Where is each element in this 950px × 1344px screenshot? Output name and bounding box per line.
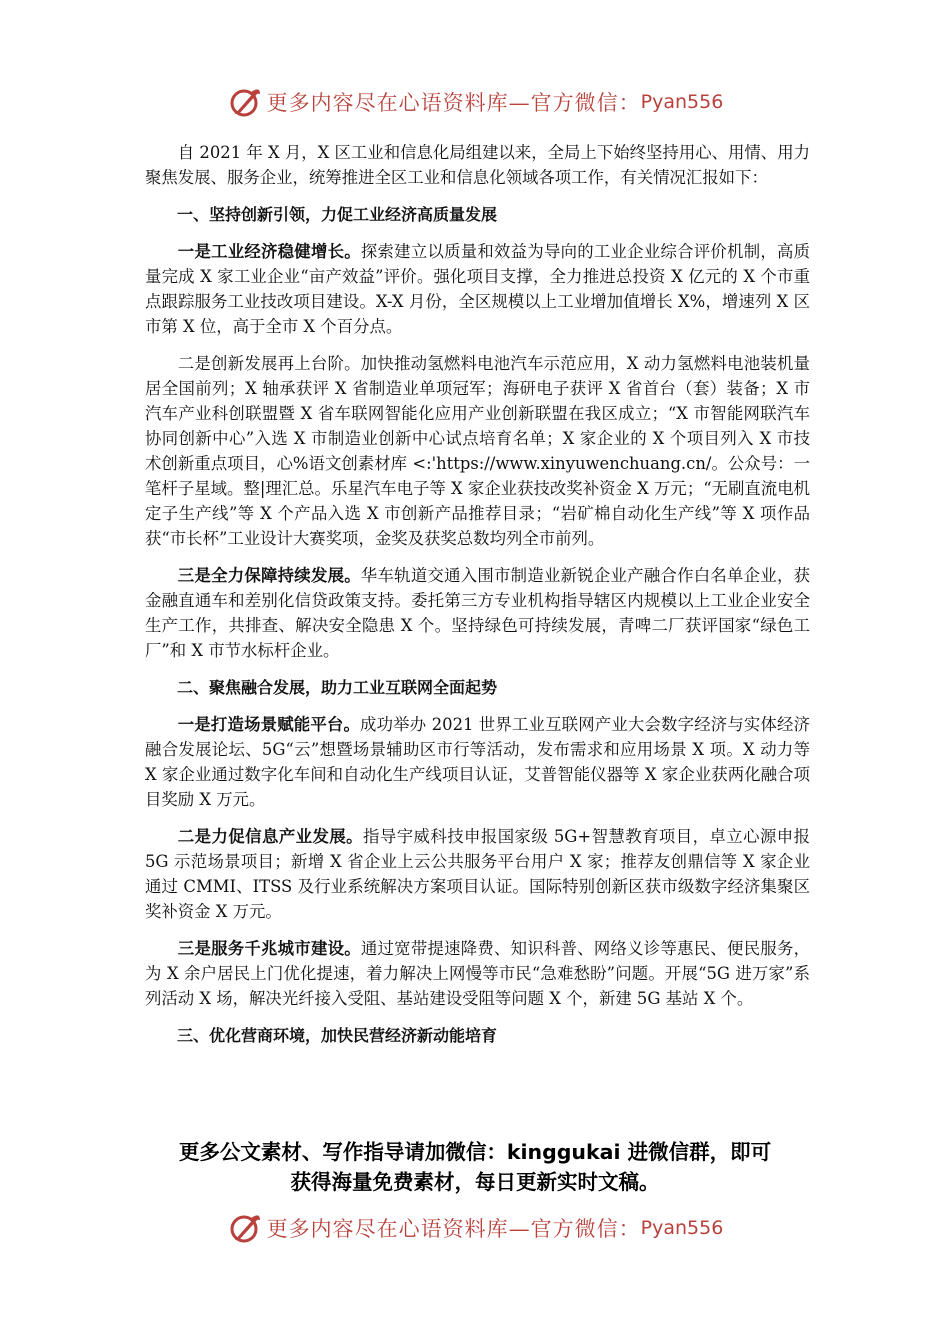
banner-id: Pyan556 (640, 1217, 724, 1239)
document-body (145, 140, 810, 1060)
paragraph-body: 二是创新发展再上台阶。加快推动氢燃料电池汽车示范应用，X 动力氢燃料电池装机量居全国前列；X 轴承获评 X 省制造业单项冠军；海研电子获评 X 省首台（套）装备；X 市汽车产业科创联盟暨 X 省车联网智能化应用产业创新联盟在我区成立；“X 市智能网联汽车协同创新中心”入选 X 市制造业创新中心试点培育名单；X 家企业的 X 个项目列入 X 市技术创新重点项目，心%语文创素材库 <:'https://www.xinyuwenchuang.cn/。公众号：一笔杆子星域。整|理汇总。乐星汽车电子等 X 家企业获技改奖补资金 X 万元；“无刷直流电机定子生产线”等 X 个产品入选 X 市创新产品推荐目录；“岩矿棉自动化生产线”等 X 项作品获“市长杯”工业设计大赛奖项，金奖及获奖总数均列全市前列。 (145, 354, 810, 548)
banner-id: Pyan556 (640, 91, 724, 113)
paragraph-body: 指导宇威科技申报国家级 5G+智慧教育项目，卓立心源申报 5G 示范场景项目；新增 X 省企业上云公共服务平台用户 X 家；推荐友创鼎信等 X 家企业通过 CMMI、ITSS 及行业系统解决方案项目认证。国际特别创新区获市级数字经济集聚区奖补资金 X 万元。 (145, 827, 811, 921)
paragraph-lead: 一是打造场景赋能平台。 (177, 715, 361, 734)
section-1-paragraph-2 (145, 351, 810, 551)
paragraph-body: 通过宽带提速降费、知识科普、网络义诊等惠民、便民服务，为 X 余户居民上门优化提速，着力解决上网慢等市民“急难愁盼”问题。开展“5G 进万家”系列活动 X 场，解决光纤接入受阻、基站建设受阻等问题 X 个，新建 5G 基站 X 个。 (145, 939, 811, 1008)
paragraph-body: 华车轨道交通入围市制造业新锐企业产融合作白名单企业，获金融直通车和差别化信贷政策支持。委托第三方专业机构指导辖区内规模以上工业企业安全生产工作，共排查、解决安全隐患 X 个。坚持绿色可持续发展，青啤二厂获评国家“绿色工厂”和 X 市节水标杆企业。 (145, 566, 811, 660)
intro-paragraph: 自 2021 年 X 月，X 区工业和信息化局组建以来，全局上下始终坚持用心、用情、用力聚焦发展、服务企业，统筹推进全区工业和信息化领域各项工作，有关情况汇报如下： (145, 143, 810, 187)
section-1-paragraph-1 (145, 239, 810, 339)
banner-text: 更多内容尽在心语资料库—官方微信： (266, 91, 641, 115)
section-heading-1: 一、坚持创新引领，力促工业经济高质量发展 (177, 205, 498, 224)
footer-watermark-banner (0, 1210, 950, 1246)
section-2-paragraph-3 (145, 936, 810, 1011)
promo-notice (130, 1137, 820, 1197)
quill-logo-icon (227, 1210, 263, 1246)
promo-line-2: 获得海量免费素材，每日更新实时文稿。 (290, 1170, 660, 1194)
paragraph-lead: 二是力促信息产业发展。 (177, 827, 364, 846)
section-2-paragraph-2 (145, 824, 810, 924)
header-watermark-banner (0, 84, 950, 120)
section-2-paragraph-1 (145, 712, 810, 812)
paragraph-lead: 三是服务千兆城市建设。 (177, 939, 361, 958)
paragraph-body: 成功举办 2021 世界工业互联网产业大会数字经济与实体经济融合发展论坛、5G“云”想暨场景辅助区市行等活动，发布需求和应用场景 X 项。X 动力等 X 家企业通过数字化车间和自动化生产线项目认证，艾普智能仪器等 X 家企业获两化融合项目奖励 X 万元。 (145, 715, 810, 809)
paragraph-body: 探索建立以质量和效益为导向的工业企业综合评价机制，高质量完成 X 家工业企业“亩产效益”评价。强化项目支撑，全力推进总投资 X 亿元的 X 个市重点跟踪服务工业技改项目建设。X-X 月份，全区规模以上工业增加值增长 X%，增速列 X 区市第 X 位，高于全市 X 个百分点。 (145, 242, 811, 336)
banner-text: 更多内容尽在心语资料库—官方微信： (266, 1217, 641, 1241)
quill-logo-icon (227, 84, 263, 120)
section-heading-3: 三、优化营商环境，加快民营经济新动能培育 (177, 1026, 498, 1045)
section-1-paragraph-3 (145, 563, 810, 663)
paragraph-lead: 三是全力保障持续发展。 (177, 566, 361, 585)
section-heading-2: 二、聚焦融合发展，助力工业互联网全面起势 (177, 678, 498, 697)
paragraph-lead: 一是工业经济稳健增长。 (177, 242, 361, 261)
promo-line-1: 更多公文素材、写作指导请加微信：kinggukai 进微信群，即可 (178, 1140, 772, 1164)
